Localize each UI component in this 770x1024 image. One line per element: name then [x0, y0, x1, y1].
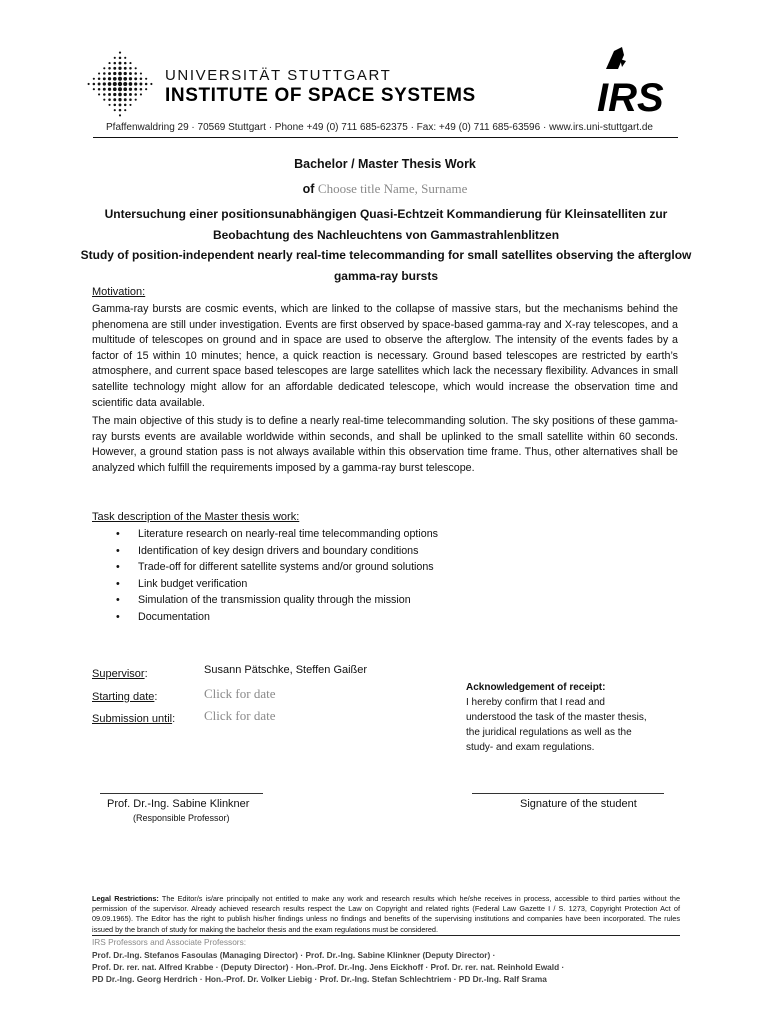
task-text: Documentation [138, 610, 210, 623]
university-name: UNIVERSITÄT STUTTGART [165, 67, 392, 84]
thesis-type: Bachelor / Master Thesis Work [294, 157, 476, 171]
submission-date-field[interactable]: Click for date [204, 708, 276, 723]
professors-line: Prof. Dr.-Ing. Stefanos Fasoulas (Managing Director) · Prof. Dr.-Ing. Sabine Klinkner (Deputy Director) · [92, 950, 496, 960]
professors-line: Prof. Dr. rer. nat. Alfred Krabbe · (Deputy Director) · Hon.-Prof. Dr.-Ing. Jens Eickhoff · Prof. Dr. rer. nat. Reinhold Ewald · [92, 962, 565, 972]
irs-logo-text: IRS [597, 76, 664, 115]
title-german: Untersuchung einer positionsunabhängigen Quasi-Echtzeit Kommandierung für Kleinsatelliten zur Beobachtung des Nachleuchtens von Gammastrahlenblitzen [104, 207, 668, 242]
supervisor-label: Supervisor [92, 668, 145, 680]
list-item [116, 559, 438, 576]
supervisor-value: Susann Pätschke, Steffen Gaißer [204, 664, 368, 676]
professor-name: Prof. Dr.-Ing. Sabine Klinkner [107, 798, 250, 810]
professor-signature-line [100, 793, 263, 794]
submission-row [92, 709, 175, 727]
colon: : [154, 691, 158, 703]
list-item [116, 543, 438, 560]
list-item [116, 609, 438, 626]
task-text: Literature research on nearly-real time telecommanding options [138, 528, 438, 540]
divider [92, 935, 680, 936]
bullet-icon: • [116, 561, 120, 574]
task-text: Simulation of the transmission quality through the mission [138, 594, 411, 607]
professors-line: PD Dr.-Ing. Georg Herdrich · Hon.-Prof. Dr. Volker Liebig · Prof. Dr.-Ing. Stefan Schlechtriem · PD Dr.-Ing. Ralf Srama [92, 974, 547, 984]
bullet-icon: • [116, 528, 120, 540]
bullet-icon: • [116, 577, 120, 590]
acknowledgement-line: understood the task of the master thesis, [466, 712, 647, 723]
list-item [116, 592, 438, 609]
legal-restrictions [92, 894, 680, 935]
task-text: Link budget verification [138, 577, 248, 590]
bullet-icon: • [116, 610, 120, 623]
of-label: of [302, 182, 315, 196]
author-line [0, 181, 770, 197]
motivation-heading: Motivation: [92, 286, 146, 298]
professor-role: (Responsible Professor) [133, 813, 230, 823]
submission-label: Submission until [92, 713, 173, 725]
acknowledgement-line: study- and exam regulations. [466, 742, 595, 753]
task-heading: Task description of the Master thesis work: [92, 511, 300, 523]
address-line: Pfaffenwaldring 29 · 70569 Stuttgart · Phone +49 (0) 711 685-62375 · Fax: +49 (0) 711 685-63596 · www.irs.uni-stuttgart.de [106, 122, 653, 133]
legal-text: The Editor/s is/are principally not entitled to make any work and research results which he/she receives in process, accessible to third parties without the permission of the supervisor. Already achieved research results respect the Law on Copyright and related rights (Federal Law Gazette I / S. 1273, Copyright Protection Act of 09.09.1965). The Editor has the right to publish his/her findings unless no findings and benefits of the supervising institutions and companies have been incorporated. The rules issued by the branch of study for making the bachelor thesis and the exam regulations must be considered. [92, 894, 681, 934]
university-logo-icon [86, 50, 154, 118]
colon: : [172, 713, 176, 725]
task-text: Identification of key design drivers and boundary conditions [138, 544, 419, 557]
task-text: Trade-off for different satellite systems and/or ground solutions [138, 561, 434, 574]
starting-date-field[interactable]: Click for date [204, 686, 276, 701]
title-english: Study of position-independent nearly real-time telecommanding for small satellites observing the afterglow gamma-ray bursts [80, 248, 692, 283]
bullet-icon: • [116, 544, 120, 557]
acknowledgement-line: I hereby confirm that I read and [466, 697, 605, 708]
name-field[interactable]: Choose title Name, Surname [317, 181, 468, 196]
divider [93, 137, 678, 138]
supervisor-row [92, 664, 148, 682]
student-signature-label: Signature of the student [520, 798, 637, 810]
motivation-paragraph-1: Gamma-ray bursts are cosmic events, which are linked to the collapse of massive stars, but the mechanisms behind the phenomena are still under investigation. Events are first observed by space-based gamma-ray and X-ray telescopes, and a multitude of telescopes on ground and in space are used to observe the afterglow. The intensity of the events fades by a factor of 15 within 10 minutes; hence, a quick reaction is necessary. Ground based telescopes are restricted by earth’s atmosphere, and current space based telescopes are large satellites which lack the necessary flexibility. Advances in small satellite technology might allow for an affordable dedicated telescope, which would increase the observation time and scientific data available. [92, 303, 678, 409]
professors-heading: IRS Professors and Associate Professors: [92, 937, 247, 947]
irs-logo-icon [596, 45, 682, 115]
legal-label: Legal Restrictions: [92, 894, 159, 903]
starting-date-label: Starting date [92, 691, 155, 703]
institute-name: INSTITUTE OF SPACE SYSTEMS [165, 85, 476, 106]
acknowledgement-title: Acknowledgement of receipt: [466, 682, 606, 693]
colon: : [144, 668, 148, 680]
list-item [116, 576, 438, 593]
student-signature-line [472, 793, 664, 794]
starting-date-row [92, 687, 157, 705]
list-item [116, 526, 438, 543]
bullet-icon: • [116, 594, 120, 607]
motivation-paragraph-2: The main objective of this study is to define a nearly real-time telecommanding solution. The sky positions of these gamma-ray bursts events are available worldwide within seconds, and shall be uplinked to the small satellite within 60 seconds. However, a ground station pass is not always available within this observation time frame. Thus, other alternatives shall be analyzed which fulfill the requirements imposed by a gamma-ray burst telescope. [92, 415, 678, 474]
task-list [116, 526, 438, 626]
acknowledgement-line: the juridical regulations as well as the [466, 727, 632, 738]
acknowledgement-box [466, 680, 696, 755]
